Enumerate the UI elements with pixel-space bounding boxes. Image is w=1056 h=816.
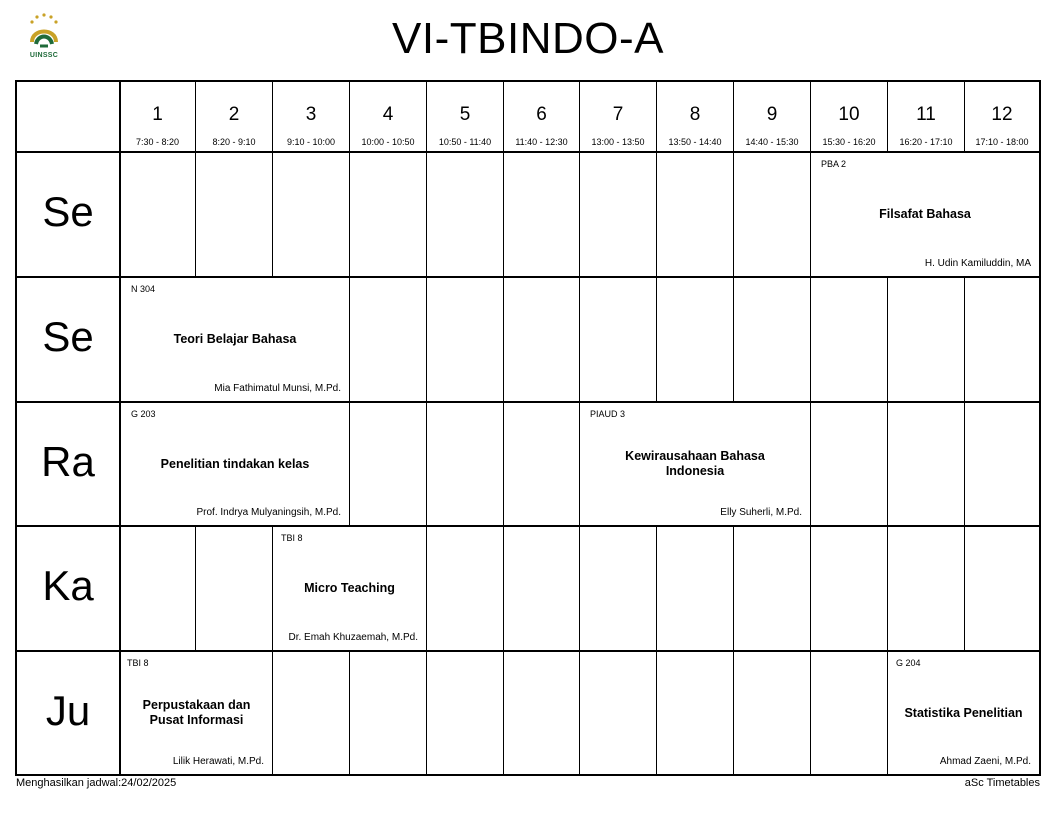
lesson-card[interactable] [121,403,349,525]
lesson-room: G 203 [131,409,156,419]
lesson-subject: Perpustakaan dan Pusat Informasi [142,698,251,727]
period-number: 10 [838,104,860,125]
period-header [811,82,887,152]
period-header [888,82,964,152]
day-label: Ra [41,438,95,485]
period-time: 10:00 - 10:50 [361,137,415,147]
period-header [965,82,1039,152]
lesson-subject: Penelitian tindakan kelas [160,457,310,471]
period-header [580,82,656,152]
period-time: 10:50 - 11:40 [438,137,492,147]
period-number: 8 [689,104,701,125]
logo-text: UINSSC [29,52,59,59]
period-header [734,82,810,152]
period-time: 8:20 - 9:10 [212,137,256,147]
period-number: 11 [916,104,936,125]
period-header [427,82,503,152]
period-time: 17:10 - 18:00 [975,137,1029,147]
period-number: 9 [766,104,778,125]
lesson-card[interactable] [121,278,349,401]
period-number: 3 [305,104,317,125]
period-number: 7 [612,104,624,125]
column-divider [349,82,350,774]
period-time: 13:00 - 13:50 [591,137,645,147]
page-title: VI-TBINDO-A [392,14,664,63]
generated-date: Menghasilkan jadwal:24/02/2025 [16,777,177,789]
lesson-teacher: Lilik Herawati, M.Pd. [172,756,264,767]
row-divider [17,525,1039,527]
period-time: 16:20 - 17:10 [899,137,953,147]
period-header [657,82,733,152]
period-number: 12 [991,104,1013,125]
period-time: 13:50 - 14:40 [668,137,722,147]
period-time: 15:30 - 16:20 [822,137,876,147]
lesson-room: PIAUD 3 [590,409,626,419]
lesson-subject: Micro Teaching [304,581,395,595]
lesson-subject: Teori Belajar Bahasa [173,332,297,346]
lesson-room: TBI 8 [127,658,149,668]
lesson-card[interactable] [888,652,1039,774]
period-header [273,82,349,152]
period-number: 6 [536,104,547,125]
day-label: Se [42,313,94,360]
period-header [350,82,426,152]
lesson-teacher: H. Udin Kamiluddin, MA [924,258,1031,269]
period-time: 9:10 - 10:00 [286,137,336,147]
lesson-subject: Statistika Penelitian [904,706,1023,720]
period-number: 4 [382,104,394,125]
lesson-room: N 304 [131,284,156,294]
period-time: 11:40 - 12:30 [515,137,568,147]
day-label: Se [42,188,94,235]
lesson-room: PBA 2 [821,159,847,169]
period-number: 2 [228,104,240,125]
period-time: 14:40 - 15:30 [745,137,799,147]
day-label: Ka [42,562,94,609]
lesson-card[interactable] [811,153,1039,276]
column-divider [426,82,427,774]
period-number: 5 [459,104,471,125]
period-header [120,82,195,152]
lesson-teacher: Ahmad Zaeni, M.Pd. [939,756,1031,767]
lesson-subject: Filsafat Bahasa [879,207,971,221]
brand-footer: aSc Timetables [964,777,1040,789]
period-time: 7:30 - 8:20 [135,137,180,147]
lesson-teacher: Elly Suherli, M.Pd. [720,507,802,518]
lesson-room: TBI 8 [281,533,303,543]
period-header [504,82,579,152]
lesson-teacher: Mia Fathimatul Munsi, M.Pd. [214,383,341,394]
lesson-subject: Kewirausahaan Bahasa Indonesia [625,449,765,478]
lesson-card[interactable] [121,652,272,774]
period-number: 1 [152,104,163,125]
lesson-card[interactable] [273,527,426,650]
lesson-card[interactable] [580,403,810,525]
period-header [196,82,272,152]
lesson-teacher: Dr. Emah Khuzaemah, M.Pd. [288,632,418,643]
timetable-grid [15,80,1041,776]
day-label: Ju [45,687,91,734]
lesson-teacher: Prof. Indrya Mulyaningsih, M.Pd. [196,507,341,518]
lesson-room: G 204 [896,658,921,668]
column-divider [503,82,504,774]
